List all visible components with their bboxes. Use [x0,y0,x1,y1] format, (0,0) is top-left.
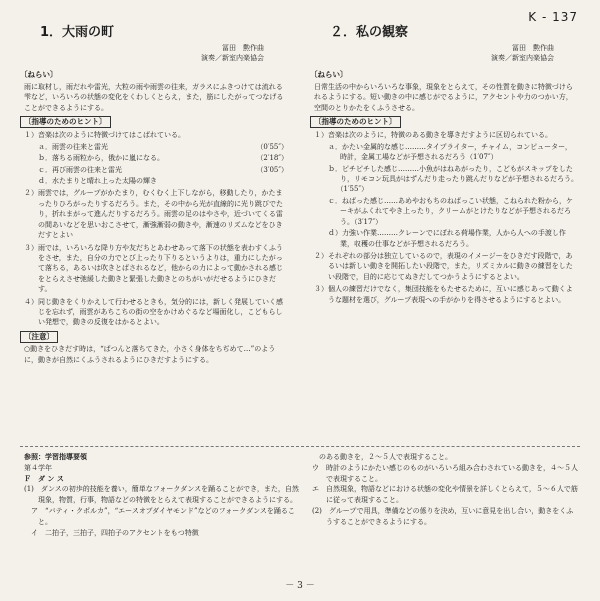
left-column [20,25,288,365]
hint-item: ３）個人の練習だけでなく，集団技能をもたせるために，互いに感じあって動くような題材を選び，グループ表現への手がかりを得させるようにするとよい。 [314,285,573,304]
reference-item: ウ 時計のようにかたい感じのものがいろいろ組み合わされている動きを，４～５人で表現すること。 [312,463,578,483]
reference-item: (1) ダンスの初歩的技能を養い，簡単なフォークダンスを踊ることができ，また，自然現象，物質，行事，物語などの特徴をとらえて表現することができるようにする。 [24,485,299,505]
composer-credit-2: 冨田 勲作曲 [512,44,554,53]
reference-item: (2) グループで用具，準備などの係りを決め，互いに意見を出し合い，動きをくふうすることができるようにする。 [312,506,574,526]
performer-credit-1: 演奏／新室内楽協会 [201,53,264,62]
hint-sub-item: ａ．かたい金属的な感じ………タイプライター，チャイム，コンピューター，時計，金属工場などが予想されるだろう（1′07″） [328,142,572,162]
hint-sub-item: ｄ．水たまりと晴れ上った太陽の輝き [38,177,157,186]
reference-section: Ｆ ダ ン ス [24,474,64,483]
duration: （1′55″） [340,185,369,194]
performer-credit-2: 演奏／新室内楽協会 [491,53,554,62]
hint-sub-item: ａ．雨雲の往来と雷光 （0′55″） [38,142,288,151]
caution-text: ○動きをひきだす時は，“ぱつんと落ちてきた，小さく身体をちぢめて…”のように，動きが自然にくふうされるようにひきだすようにする。 [24,345,276,364]
reference-item: のある動きを，２～５人で表現すること。 [312,453,452,461]
aim-label-1: 〔ねらい〕 [20,70,58,80]
reference-left [24,452,300,538]
hint-list-1 [20,130,288,327]
hint-item: １）音楽は次のように特徴づけてはこばれている。 [24,131,185,140]
hint-label-2: 〔指導のためのヒント〕 [310,116,401,128]
reference-item: エ 自然現象，物語などにおける状態の変化や情景を詳しくとらえて，５～６人で筋に従って表現すること。 [312,485,578,505]
hint-item: ４）同じ動きをくりかえして行わせるときも，気分的には，新しく発展していく感じを忘れず，雨雲があちこちの街の空をかけめぐるなど場面化し，こどもらしい発想で，動きの反復をはかるとよい。 [24,297,283,327]
reference-grade: 第４学年 [24,463,52,472]
duration: （3′17″） [354,217,383,226]
aim-text-1: 雨に取材し，雨だれや雷光，大粒の雨や雨雲の往来，ガラスにふきつけては流れる雫など，いろいろの状態の変化をくわしくとらえ，また，筋にしたがってつなげることができるようにする。 [24,82,284,112]
hint-list-2 [310,130,578,305]
aim-text-2: 日常生活の中からいろいろな事象，現象をとらえて，その性質を動きに特徴づけられるようにする。短い動きの中に感じがでるように，アクセントや力のつかい方，空間のとりかたをくふうさせる。 [314,82,573,112]
caution-label: 〔注意〕 [20,331,58,343]
reference-title: 参照：学習指導要領 [24,453,87,461]
hint-sub-item: ｃ．再び雨雲の往来と雷光 （3′05″） [38,165,288,174]
hint-sub-item: ｄ）力強い作業………クレーンでにぼれる荷場作業，人から人への手渡し作業，収穫の仕事などが予想されるだろう。 [328,229,566,248]
hint-label-1: 〔指導のためのヒント〕 [20,116,111,128]
reference-item: イ 二拍子，三拍子，四拍子のアクセントをもつ特徴 [24,528,199,537]
reference-item: ア “バティ・クポルカ”，“エースオブダイヤモンド”などのフォークダンスを踊ること。 [24,506,295,526]
duration: （2′18″） [256,154,288,163]
hint-item: ２）それぞれの部分は独立しているので，表現のイメージーをひきだす段階で，あるいは新しい動きを開拓したい段階で，また，リズミカルに動きの練習をしたい段階で，目的に応じてぬきだしてつかうようにするとよい。 [314,251,573,281]
duration: （1′07″） [466,153,498,162]
hint-sub-item: ｂ．ピチピチした感じ………小魚がはねあがったり，こどもがスキップをしたり，リモコン玩具がはずんだり走ったり跳んだりなどが予想されるだろう。（1′55″） [328,164,578,194]
composer-credit-1: 冨田 勲作曲 [222,44,264,53]
hint-sub-item: ｂ．落ちる雨粒から，俄かに嵐になる。 （2′18″） [38,154,288,163]
aim-label-2: 〔ねらい〕 [310,70,348,80]
page-number: － 3 － [285,581,315,591]
song-title-1: 1．大雨の町 [40,25,115,40]
record-code: K - 137 [528,10,578,24]
reference-right [312,452,578,528]
duration: （0′55″） [256,142,288,151]
section-divider [20,446,580,447]
right-column [310,25,578,305]
song-title-2: ２．私の観察 [330,25,409,40]
hint-sub-item: ｃ．ねばった感じ……あめやおもちのねばっこい状態，こねられた粉から，ケーキがふくれてやき上ったり，クリームがとけたりなどが予想されるだろう。（3′17″） [328,196,573,226]
duration: （3′05″） [256,165,288,174]
hint-item: ３）雨では，いろいろな降り方や友だちとあわせあって落下の状態を表わすくふうをさせ，また，自分の力でとび上ったり下りるというよりは，重力にしたがって落ちる，あるいは吹きとばされるなど，他からの力によって動かされる感じをとらえさせ弛緩した動きと緊張した動きとのちがいがだせるようにひきだす。 [24,243,283,294]
hint-item: ２）雨雲では，グループがかたまり，むくむく上下しながら，移動したり，かたまったりひろがったりするだろう。また，その中から光が直線的に光り跳びでたり，折れまがって進んだりするだろう。雨雲の足のはやさや，近づいてくる雷の間あいなどを思いおこさせて，漸強漸弱の動きや，漸速のリズムなどをひきだすとよい [24,189,283,240]
hint-item: １）音楽は次のように，特徴のある動きを導きだすように区切られている。 [314,131,552,140]
